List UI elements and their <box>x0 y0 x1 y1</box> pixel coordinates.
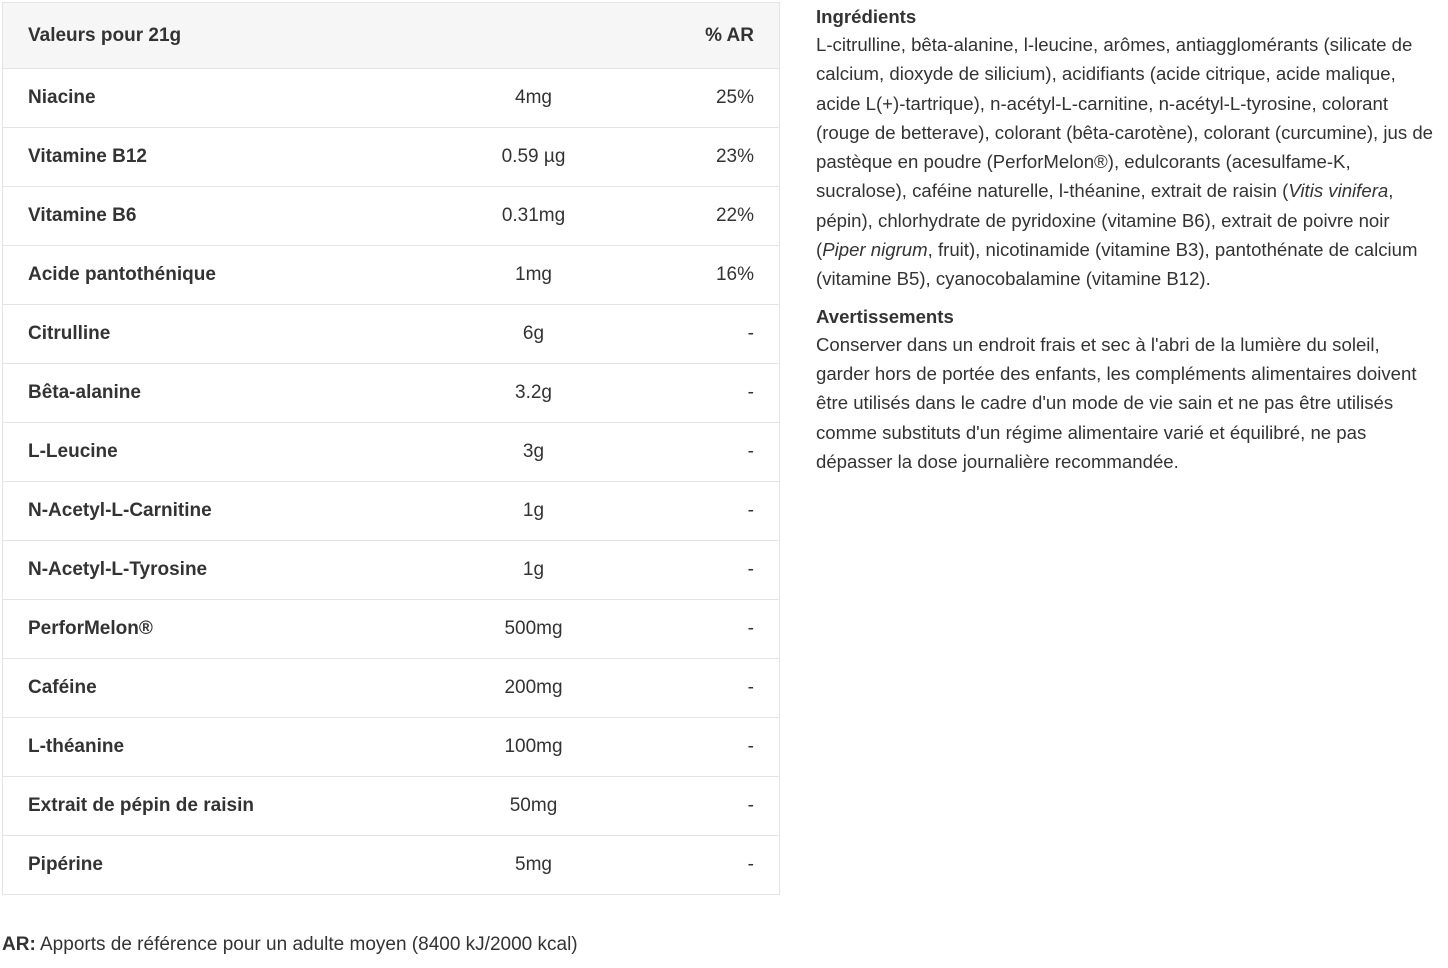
table-row <box>3 423 780 482</box>
table-row <box>3 541 780 600</box>
nutrient-amount: 200mg <box>403 659 665 718</box>
nutrient-ar: - <box>665 777 780 836</box>
footnote <box>2 932 578 958</box>
nutrient-ar: 23% <box>665 128 780 187</box>
nutrient-ar: - <box>665 718 780 777</box>
nutrient-amount: 1g <box>403 482 665 541</box>
nutrient-amount: 3.2g <box>403 364 665 423</box>
nutrition-table <box>2 2 780 895</box>
ingredients-text-part2: , pépin), chlorhydrate de pyridoxine (vitamine B6), extrait de poivre noir ( <box>816 180 1394 261</box>
nutrient-name: Pipérine <box>3 836 403 895</box>
ingredients-text-part1: L-citrulline, bêta-alanine, l-leucine, arômes, antiagglomérants (silicate de calcium, dioxyde de silicium), acidifiants (acide citrique, acide malique, acide L(+)-tartrique), n-acétyl-L-carnitine, n-acétyl-L-tyrosine, colorant (rouge de betterave), colorant (bêta-carotène), colorant (curcumine), jus de pastèque en poudre (PerforMelon®), edulcorants (acesulfame-K, sucralose), caféine naturelle, l-théanine, extrait de raisin ( <box>816 34 1433 202</box>
nutrient-amount: 6g <box>403 305 665 364</box>
ingredients-title: Ingrédients <box>816 6 917 27</box>
ingredients-latin-vitis: Vitis vinifera <box>1288 180 1389 202</box>
nutrient-amount: 50mg <box>403 777 665 836</box>
nutrient-name: Citrulline <box>3 305 403 364</box>
nutrient-ar: - <box>665 423 780 482</box>
nutrient-amount: 4mg <box>403 69 665 128</box>
ingredients-text-part3: , fruit), nicotinamide (vitamine B3), pantothénate de calcium (vitamine B5), cyanocobalamine (vitamine B12). <box>816 239 1418 290</box>
nutrient-ar: 22% <box>665 187 780 246</box>
nutrient-ar: - <box>665 659 780 718</box>
nutrient-amount: 3g <box>403 423 665 482</box>
nutrient-ar: 25% <box>665 69 780 128</box>
nutrient-amount: 500mg <box>403 600 665 659</box>
nutrient-name: L-Leucine <box>3 423 403 482</box>
table-row <box>3 305 780 364</box>
nutrient-name: Caféine <box>3 659 403 718</box>
header-serving: Valeurs pour 21g <box>3 3 403 69</box>
table-row <box>3 836 780 895</box>
footnote-text: Apports de référence pour un adulte moyen (8400 kJ/2000 kcal) <box>35 934 578 955</box>
table-row <box>3 69 780 128</box>
nutrition-table-body <box>3 69 780 895</box>
table-row <box>3 482 780 541</box>
nutrient-name: PerforMelon® <box>3 600 403 659</box>
table-header-row <box>3 3 780 69</box>
ingredients-text <box>816 30 1434 294</box>
nutrient-ar: - <box>665 600 780 659</box>
nutrient-name: Extrait de pépin de raisin <box>3 777 403 836</box>
table-row <box>3 364 780 423</box>
nutrient-amount: 1mg <box>403 246 665 305</box>
table-row <box>3 659 780 718</box>
nutrient-name: N-Acetyl-L-Carnitine <box>3 482 403 541</box>
nutrient-name: N-Acetyl-L-Tyrosine <box>3 541 403 600</box>
nutrient-name: L-théanine <box>3 718 403 777</box>
product-info <box>816 4 1434 486</box>
nutrient-name: Niacine <box>3 69 403 128</box>
nutrient-amount: 0.59 µg <box>403 128 665 187</box>
warnings-text: Conserver dans un endroit frais et sec à l'abri de la lumière du soleil, garder hors de portée des enfants, les compléments alimentaires doivent être utilisés dans le cadre d'un mode de vie sain et ne pas être utilisés comme substituts d'un régime alimentaire varié et équilibré, ne pas dépasser la dose journalière recommandée. <box>816 333 1417 472</box>
nutrient-name: Acide pantothénique <box>3 246 403 305</box>
nutrient-name: Vitamine B6 <box>3 187 403 246</box>
warnings-title: Avertissements <box>816 305 954 327</box>
nutrient-ar: 16% <box>665 246 780 305</box>
nutrient-ar: - <box>665 364 780 423</box>
header-ar: % AR <box>665 3 780 69</box>
footnote-key: AR: <box>2 934 36 955</box>
nutrient-ar: - <box>665 541 780 600</box>
table-row <box>3 187 780 246</box>
nutrient-amount: 5mg <box>403 836 665 895</box>
nutrient-ar: - <box>665 305 780 364</box>
nutrient-ar: - <box>665 836 780 895</box>
table-row <box>3 246 780 305</box>
nutrient-amount: 100mg <box>403 718 665 777</box>
nutrient-name: Bêta-alanine <box>3 364 403 423</box>
table-row <box>3 600 780 659</box>
nutrient-amount: 0.31mg <box>403 187 665 246</box>
table-row <box>3 777 780 836</box>
ingredients-latin-piper: Piper nigrum <box>822 239 928 261</box>
header-amount <box>403 3 665 69</box>
nutrient-ar: - <box>665 482 780 541</box>
table-row <box>3 718 780 777</box>
table-row <box>3 128 780 187</box>
nutrient-amount: 1g <box>403 541 665 600</box>
nutrient-name: Vitamine B12 <box>3 128 403 187</box>
